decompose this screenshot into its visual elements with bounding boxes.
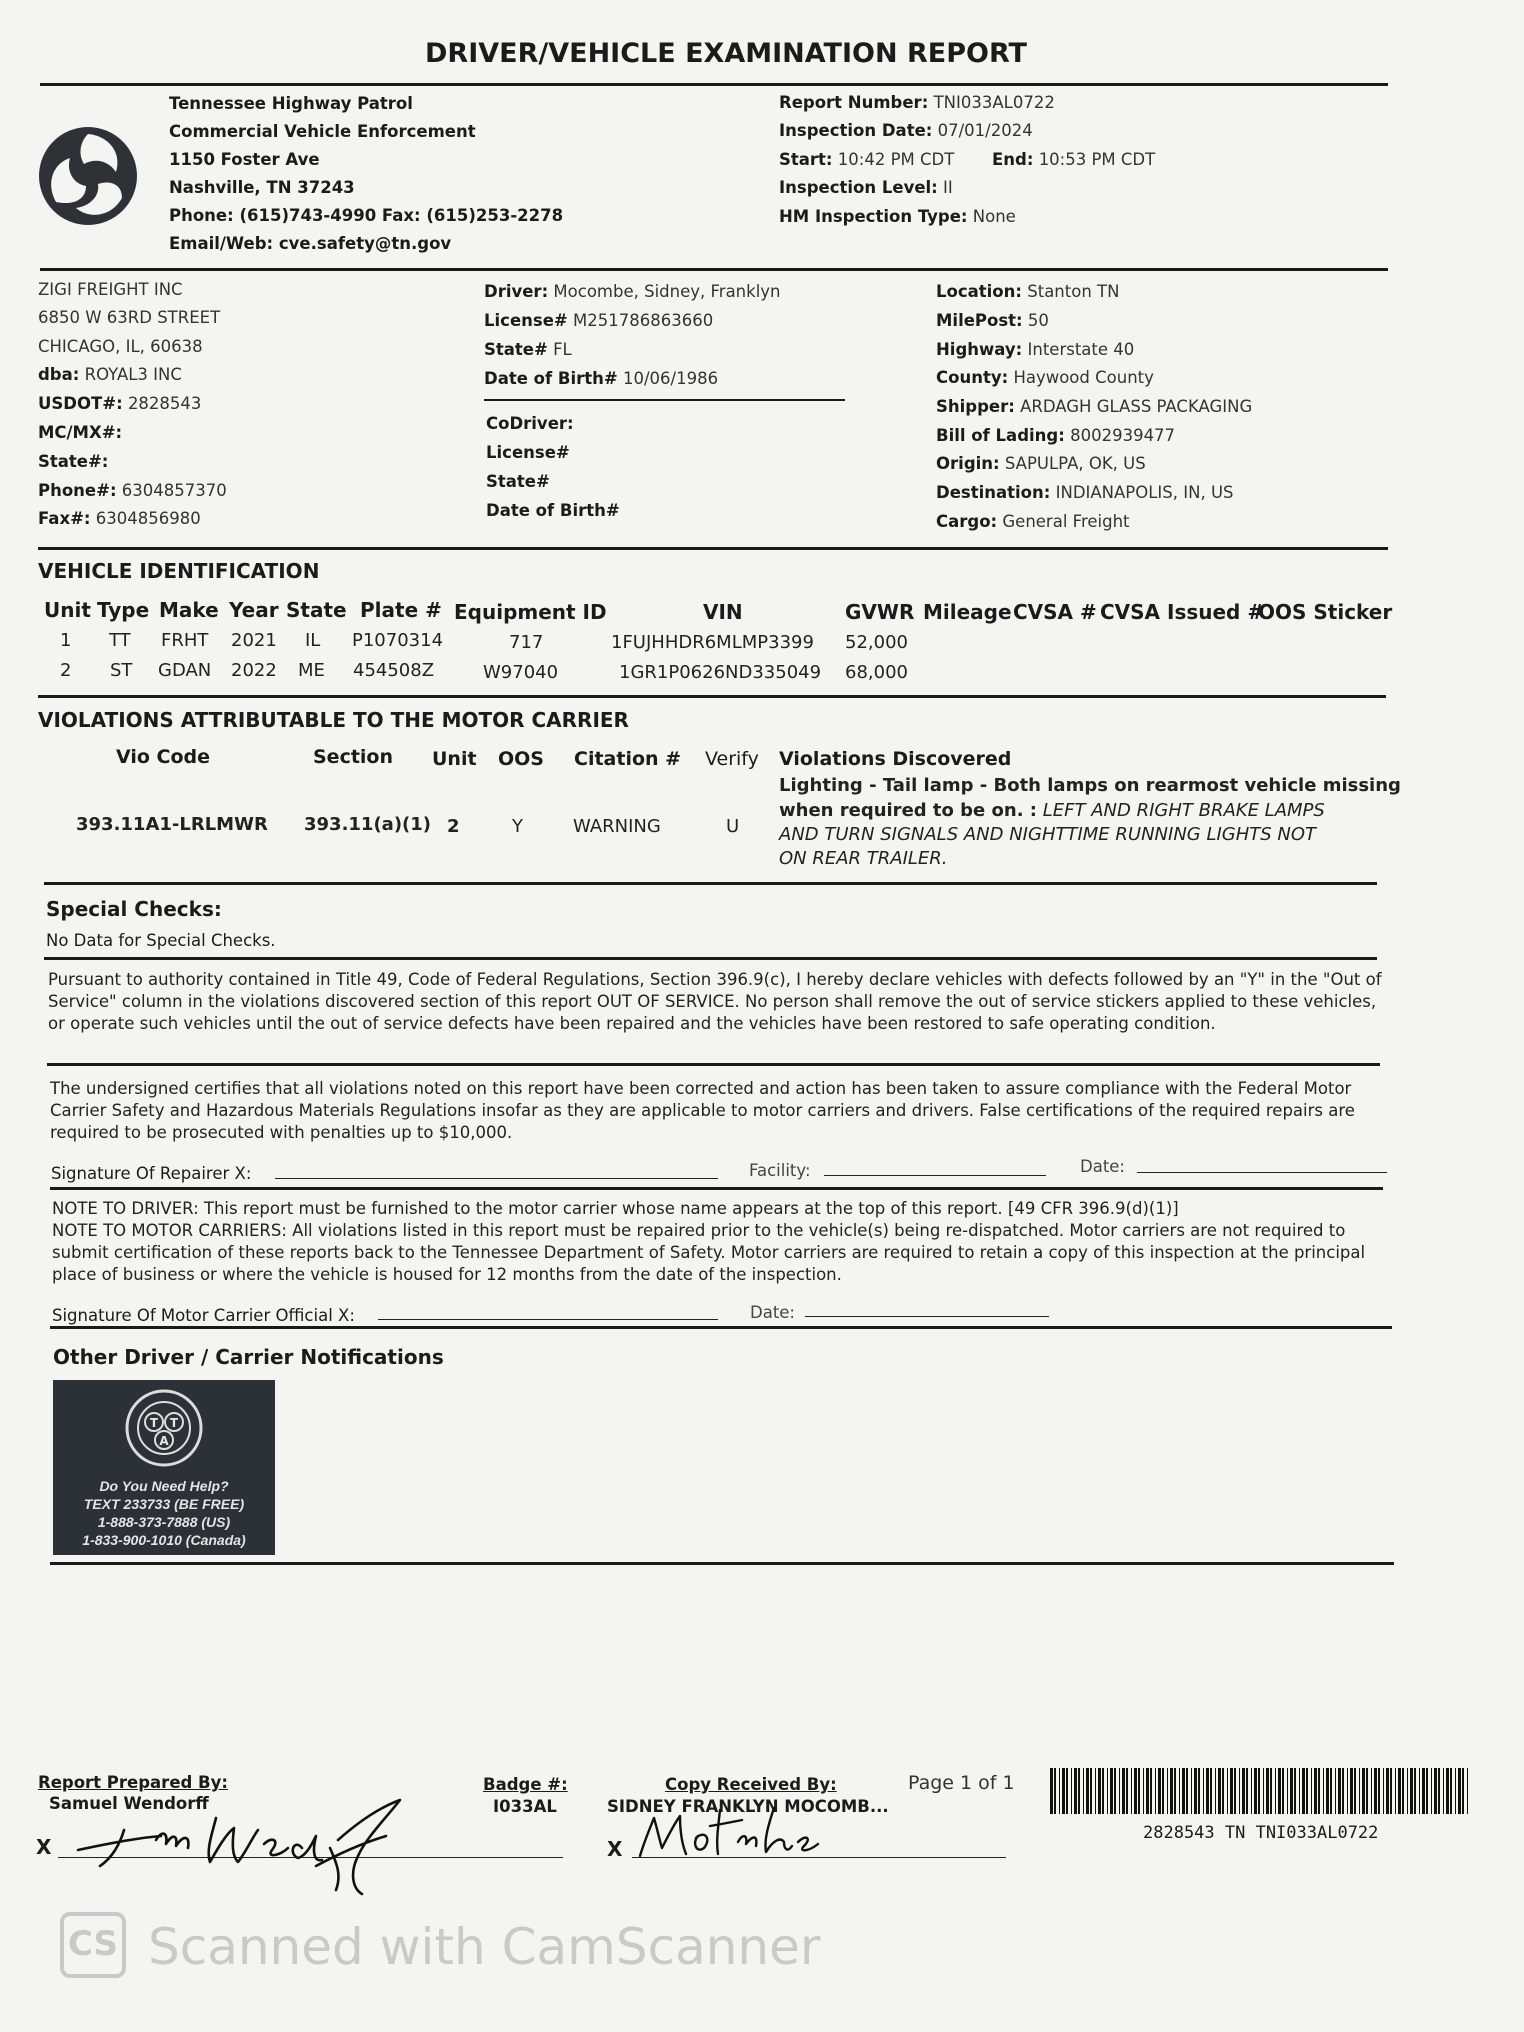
- cargo-label: Cargo:: [936, 512, 998, 531]
- barcode-bar: [1378, 1768, 1380, 1814]
- report-prepared-label: Report Prepared By:: [38, 1773, 228, 1792]
- divider: [50, 1326, 1392, 1329]
- origin-value: SAPULPA, OK, US: [1004, 454, 1146, 473]
- barcode-bar: [1342, 1768, 1344, 1814]
- cell-plate: 454508Z: [353, 660, 435, 681]
- cell-type: ST: [110, 660, 133, 681]
- note-to-carriers: NOTE TO MOTOR CARRIERS: All violations listed in this report must be repaired prior to the vehicle(s) being re-dispatched. Motor carriers are not required to submit certification of these reports back to the Tennessee Department of Safety. Motor carriers are required to retain a copy of this inspection at the principal place of business or where the vehicle is housed for 12 months from the date of the inspection.: [52, 1221, 1366, 1284]
- fax-label: Fax#:: [38, 509, 91, 528]
- barcode-bar: [1074, 1768, 1077, 1814]
- barcode-bar: [1266, 1768, 1269, 1814]
- barcode-bar: [1390, 1768, 1392, 1814]
- repairer-date-line[interactable]: [1137, 1172, 1387, 1173]
- col-vio-code: Vio Code: [116, 746, 211, 768]
- certification-text: The undersigned certifies that all violations noted on this report have been corrected and action has been taken to assure compliance with the Federal Motor Carrier Safety and Hazardous Materials Regulations insofar as they are applicable to motor carriers and drivers. False certifications of the required repairs are required to be prosecuted with penalties up to $10,000.: [50, 1079, 1355, 1142]
- codob-label: Date of Birth#: [486, 501, 620, 520]
- col-vin: VIN: [703, 600, 743, 624]
- special-checks-heading: Special Checks:: [46, 897, 222, 921]
- cell-make: GDAN: [158, 660, 212, 681]
- divider: [40, 83, 1388, 86]
- col-cvsa: CVSA #: [1013, 600, 1097, 624]
- barcode-bar: [1359, 1768, 1360, 1814]
- dba-label: dba:: [38, 365, 80, 384]
- barcode-bar: [1146, 1768, 1149, 1814]
- agency-line: Commercial Vehicle Enforcement: [169, 122, 476, 141]
- barcode: [1050, 1768, 1474, 1814]
- milepost-value: 50: [1027, 311, 1049, 330]
- badge-line: 1-888-373-7888 (US): [97, 1514, 231, 1530]
- shipper-value: ARDAGH GLASS PACKAGING: [1020, 397, 1253, 416]
- barcode-bar: [1386, 1768, 1389, 1814]
- barcode-bar: [1150, 1768, 1152, 1814]
- divider: [50, 1187, 1383, 1190]
- barcode-bar: [1170, 1768, 1173, 1814]
- col-gvwr: GVWR: [845, 600, 915, 624]
- divider: [40, 268, 1388, 271]
- hm-type-label: HM Inspection Type:: [779, 207, 968, 226]
- county-value: Haywood County: [1013, 368, 1154, 387]
- barcode-text: 2828543 TN TNI033AL0722: [1143, 1823, 1379, 1843]
- barcode-bar: [1078, 1768, 1080, 1814]
- barcode-bar: [1338, 1768, 1341, 1814]
- mcmx-label: MC/MX#:: [38, 423, 123, 442]
- barcode-bar: [1458, 1768, 1461, 1814]
- county-label: County:: [936, 368, 1009, 387]
- driver-state: FL: [553, 340, 572, 359]
- truckers-against-trafficking-logo: [124, 1388, 204, 1468]
- cell-state: IL: [305, 630, 321, 651]
- barcode-bar: [1314, 1768, 1317, 1814]
- svg-text:T: T: [169, 1416, 179, 1430]
- cargo-value: General Freight: [1002, 512, 1130, 531]
- fax-value: 6304856980: [95, 509, 201, 528]
- barcode-bar: [1299, 1768, 1300, 1814]
- inspection-level-label: Inspection Level:: [779, 178, 938, 197]
- barcode-bar: [1335, 1768, 1336, 1814]
- oos-declaration: Pursuant to authority contained in Title 49, Code of Federal Regulations, Section 396.9(c), I hereby declare vehicles with defects followed by an "Y" in the "Out of Service" column in the violations discovered section of this report OUT OF SERVICE. No person shall remove the out of service stickers applied to these vehicles, or operate such vehicles until the out of service defects have been repaired and the vehicles have been restored to safe operating condition.: [48, 970, 1382, 1033]
- barcode-bar: [1098, 1768, 1101, 1814]
- vio-desc-italic: AND TURN SIGNALS AND NIGHTTIME RUNNING LIGHTS NOT: [779, 824, 1317, 845]
- vehicle-heading: VEHICLE IDENTIFICATION: [38, 559, 320, 583]
- barcode-bar: [1090, 1768, 1092, 1814]
- inspection-date: 07/01/2024: [937, 121, 1033, 140]
- start-label: Start:: [779, 150, 833, 169]
- dba-value: ROYAL3 INC: [84, 365, 182, 384]
- note-to-driver: NOTE TO DRIVER: This report must be furnished to the motor carrier whose name appears at the top of this report. [49 CFR 396.9(d)(1)]: [52, 1199, 1179, 1218]
- barcode-bar: [1350, 1768, 1353, 1814]
- barcode-bar: [1275, 1768, 1276, 1814]
- divider: [50, 1562, 1394, 1565]
- barcode-bar: [1182, 1768, 1185, 1814]
- barcode-bar: [1155, 1768, 1156, 1814]
- colicense-label: License#: [486, 443, 570, 462]
- svg-text:A: A: [159, 1434, 169, 1448]
- barcode-bar: [1455, 1768, 1456, 1814]
- barcode-bar: [1290, 1768, 1293, 1814]
- official-signature-label: Signature Of Motor Carrier Official X:: [52, 1306, 355, 1325]
- cell-year: 2021: [231, 630, 277, 651]
- usdot-value: 2828543: [127, 394, 202, 413]
- camscanner-watermark: Scanned with CamScanner: [148, 1918, 821, 1976]
- agency-line: Phone: (615)743-4990 Fax: (615)253-2278: [169, 206, 564, 225]
- barcode-bar: [1198, 1768, 1200, 1814]
- barcode-bar: [1251, 1768, 1252, 1814]
- shipper-label: Shipper:: [936, 397, 1015, 416]
- barcode-bar: [1059, 1768, 1060, 1814]
- carrier-street: 6850 W 63RD STREET: [38, 308, 221, 327]
- barcode-bar: [1326, 1768, 1329, 1814]
- carrier-name: ZIGI FREIGHT INC: [38, 280, 183, 299]
- barcode-bar: [1086, 1768, 1089, 1814]
- badge-number: I033AL: [493, 1797, 557, 1816]
- barcode-bar: [1374, 1768, 1377, 1814]
- barcode-bar: [1323, 1768, 1324, 1814]
- vio-desc-italic: LEFT AND RIGHT BRAKE LAMPS: [1042, 800, 1325, 821]
- facility-label: Facility:: [749, 1161, 811, 1180]
- location-value: Stanton TN: [1027, 282, 1120, 301]
- cell-vin: 1GR1P0626ND335049: [619, 662, 822, 683]
- barcode-bar: [1347, 1768, 1348, 1814]
- barcode-bar: [1239, 1768, 1240, 1814]
- barcode-bar: [1306, 1768, 1308, 1814]
- cell-year: 2022: [231, 660, 277, 681]
- page-number: Page 1 of 1: [908, 1772, 1015, 1794]
- barcode-bar: [1206, 1768, 1209, 1814]
- barcode-bar: [1186, 1768, 1188, 1814]
- cell-make: FRHT: [161, 630, 209, 651]
- vio-desc-bold: when required to be on. :: [779, 800, 1038, 821]
- repairer-signature-line[interactable]: [275, 1178, 718, 1179]
- driver-name: Mocombe, Sidney, Franklyn: [553, 282, 781, 301]
- bol-label: Bill of Lading:: [936, 426, 1065, 445]
- col-unit: Unit: [44, 598, 91, 622]
- barcode-bar: [1282, 1768, 1284, 1814]
- badge-label: Badge #:: [483, 1775, 568, 1794]
- barcode-bar: [1215, 1768, 1216, 1814]
- divider: [44, 957, 1377, 960]
- barcode-bar: [1431, 1768, 1432, 1814]
- barcode-bar: [1419, 1768, 1420, 1814]
- license-label: License#: [484, 311, 568, 330]
- barcode-bar: [1462, 1768, 1464, 1814]
- location-label: Location:: [936, 282, 1022, 301]
- barcode-bar: [1366, 1768, 1368, 1814]
- destination-value: INDIANAPOLIS, IN, US: [1055, 483, 1234, 502]
- cell-gvwr: 52,000: [845, 632, 908, 653]
- facility-line[interactable]: [824, 1175, 1046, 1176]
- highway-value: Interstate 40: [1027, 340, 1135, 359]
- copy-received-label: Copy Received By:: [665, 1775, 837, 1794]
- col-verify: Verify: [705, 748, 759, 770]
- barcode-bar: [1410, 1768, 1413, 1814]
- barcode-bar: [1191, 1768, 1192, 1814]
- dob-label: Date of Birth#: [484, 369, 618, 388]
- barcode-bar: [1354, 1768, 1356, 1814]
- barcode-bar: [1263, 1768, 1264, 1814]
- barcode-bar: [1414, 1768, 1416, 1814]
- barcode-bar: [1066, 1768, 1068, 1814]
- barcode-bar: [1122, 1768, 1125, 1814]
- vio-desc-italic: ON REAR TRAILER.: [779, 848, 948, 869]
- badge-line: 1-833-900-1010 (Canada): [82, 1532, 246, 1548]
- barcode-bar: [1371, 1768, 1372, 1814]
- special-checks-text: No Data for Special Checks.: [46, 931, 276, 950]
- license-value: M251786863660: [572, 311, 714, 330]
- col-equipment: Equipment ID: [454, 600, 607, 624]
- dot-triskelion-logo: [38, 124, 138, 228]
- col-mileage: Mileage: [923, 600, 1012, 624]
- cell-state: ME: [298, 660, 325, 681]
- camscanner-logo-icon: CS: [60, 1912, 126, 1978]
- barcode-bar: [1450, 1768, 1452, 1814]
- vio-section: 393.11(a)(1): [304, 814, 432, 835]
- violations-heading: VIOLATIONS ATTRIBUTABLE TO THE MOTOR CARRIER: [38, 708, 629, 732]
- barcode-bar: [1227, 1768, 1228, 1814]
- cell-equipment: 717: [509, 632, 544, 653]
- barcode-bar: [1071, 1768, 1072, 1814]
- barcode-bar: [1398, 1768, 1401, 1814]
- signature-x-mark: X: [36, 1835, 52, 1859]
- dob-value: 10/06/1986: [623, 369, 719, 388]
- badge-line: Do You Need Help?: [99, 1478, 229, 1494]
- cell-unit: 1: [60, 630, 72, 651]
- other-notifications-heading: Other Driver / Carrier Notifications: [53, 1345, 444, 1369]
- copy-received-name: SIDNEY FRANKLYN MOCOMB...: [607, 1797, 889, 1816]
- barcode-bar: [1131, 1768, 1132, 1814]
- report-number: TNI033AL0722: [933, 93, 1055, 112]
- barcode-bar: [1330, 1768, 1332, 1814]
- driver-state-label: State#: [484, 340, 548, 359]
- vio-unit: 2: [447, 816, 460, 837]
- agency-line: Email/Web: cve.safety@tn.gov: [169, 234, 452, 253]
- vio-citation: WARNING: [573, 816, 661, 837]
- barcode-bar: [1158, 1768, 1161, 1814]
- barcode-bar: [1294, 1768, 1296, 1814]
- destination-label: Destination:: [936, 483, 1051, 502]
- end-label: End:: [992, 150, 1034, 169]
- barcode-bar: [1270, 1768, 1272, 1814]
- driver-label: Driver:: [484, 282, 549, 301]
- col-citation: Citation #: [574, 748, 682, 770]
- barcode-bar: [1258, 1768, 1260, 1814]
- col-plate: Plate #: [360, 598, 442, 622]
- col-oos-sticker: OOS Sticker: [1258, 600, 1393, 624]
- svg-text:T: T: [149, 1416, 159, 1430]
- cell-plate: P1070314: [352, 630, 444, 651]
- barcode-bar: [1311, 1768, 1312, 1814]
- badge-line: TEXT 233733 (BE FREE): [83, 1496, 245, 1512]
- barcode-bar: [1134, 1768, 1137, 1814]
- repairer-date-label: Date:: [1080, 1157, 1125, 1176]
- divider: [44, 882, 1377, 885]
- barcode-bar: [1138, 1768, 1140, 1814]
- hm-type: None: [972, 207, 1016, 226]
- col-section: Section: [313, 746, 394, 768]
- barcode-bar: [1318, 1768, 1320, 1814]
- barcode-bar: [1230, 1768, 1233, 1814]
- barcode-bar: [1107, 1768, 1108, 1814]
- cell-vin: 1FUJHHDR6MLMP3399: [611, 632, 814, 653]
- col-type: Type: [97, 598, 150, 622]
- barcode-bar: [1218, 1768, 1221, 1814]
- phone-value: 6304857370: [121, 481, 227, 500]
- cell-unit: 2: [60, 660, 72, 681]
- barcode-bar: [1287, 1768, 1288, 1814]
- inspection-date-label: Inspection Date:: [779, 121, 933, 140]
- vio-desc-line: Lighting - Tail lamp - Both lamps on rearmost vehicle missing: [779, 775, 1401, 796]
- barcode-bar: [1126, 1768, 1128, 1814]
- origin-label: Origin:: [936, 454, 1000, 473]
- col-make: Make: [159, 598, 219, 622]
- highway-label: Highway:: [936, 340, 1023, 359]
- barcode-bar: [1254, 1768, 1257, 1814]
- carrier-state-label: State#:: [38, 452, 109, 471]
- col-cvsa-issued: CVSA Issued #: [1100, 600, 1265, 624]
- prepared-by-name: Samuel Wendorff: [49, 1794, 209, 1813]
- barcode-bar: [1402, 1768, 1404, 1814]
- col-year: Year: [229, 598, 279, 622]
- barcode-bar: [1443, 1768, 1444, 1814]
- barcode-bar: [1422, 1768, 1425, 1814]
- page-title: DRIVER/VEHICLE EXAMINATION REPORT: [425, 38, 1027, 69]
- col-vio-oos: OOS: [498, 748, 544, 770]
- agency-line: Nashville, TN 37243: [169, 178, 355, 197]
- barcode-bar: [1167, 1768, 1168, 1814]
- barcode-bar: [1083, 1768, 1084, 1814]
- driver-divider: [484, 399, 845, 401]
- report-number-label: Report Number:: [779, 93, 929, 112]
- codriver-label: CoDriver:: [486, 414, 574, 433]
- official-date-line[interactable]: [805, 1316, 1049, 1317]
- barcode-bar: [1114, 1768, 1116, 1814]
- barcode-bar: [1110, 1768, 1113, 1814]
- inspector-signature: [66, 1778, 466, 1908]
- barcode-bar: [1395, 1768, 1396, 1814]
- usdot-label: USDOT#:: [38, 394, 123, 413]
- vio-verify: U: [726, 816, 740, 837]
- barcode-bar: [1095, 1768, 1096, 1814]
- barcode-bar: [1242, 1768, 1245, 1814]
- vio-oos: Y: [512, 816, 523, 837]
- barcode-bar: [1302, 1768, 1305, 1814]
- barcode-bar: [1143, 1768, 1144, 1814]
- start-time: 10:42 PM CDT: [837, 150, 955, 169]
- driver-signature: [634, 1798, 834, 1862]
- barcode-bar: [1119, 1768, 1120, 1814]
- barcode-bar: [1362, 1768, 1365, 1814]
- barcode-bar: [1434, 1768, 1437, 1814]
- barcode-bar: [1446, 1768, 1449, 1814]
- signature-x-mark: X: [607, 1837, 623, 1861]
- col-violations-discovered: Violations Discovered: [779, 748, 1012, 770]
- col-state: State: [286, 598, 347, 622]
- trafficking-help-badge: [53, 1380, 275, 1555]
- agency-line: Tennessee Highway Patrol: [169, 94, 413, 113]
- divider: [47, 1063, 1380, 1066]
- divider: [38, 547, 1388, 550]
- barcode-bar: [1179, 1768, 1180, 1814]
- barcode-bar: [1246, 1768, 1248, 1814]
- barcode-bar: [1054, 1768, 1056, 1814]
- divider: [38, 695, 1386, 698]
- vio-code: 393.11A1-LRLMWR: [76, 814, 268, 835]
- barcode-bar: [1407, 1768, 1408, 1814]
- barcode-bar: [1210, 1768, 1212, 1814]
- bol-value: 8002939477: [1070, 426, 1176, 445]
- carrier-city: CHICAGO, IL, 60638: [38, 337, 203, 356]
- official-signature-line[interactable]: [378, 1319, 718, 1320]
- barcode-bar: [1203, 1768, 1204, 1814]
- inspection-level: II: [943, 178, 953, 197]
- barcode-bar: [1102, 1768, 1104, 1814]
- barcode-bar: [1194, 1768, 1197, 1814]
- col-vio-unit: Unit: [432, 748, 477, 770]
- cell-gvwr: 68,000: [845, 662, 908, 683]
- barcode-bar: [1383, 1768, 1384, 1814]
- barcode-bar: [1438, 1768, 1440, 1814]
- barcode-bar: [1050, 1768, 1053, 1814]
- agency-line: 1150 Foster Ave: [169, 150, 320, 169]
- official-date-label: Date:: [750, 1303, 795, 1322]
- repairer-signature-label: Signature Of Repairer X:: [51, 1164, 252, 1183]
- costate-label: State#: [486, 472, 550, 491]
- barcode-bar: [1234, 1768, 1236, 1814]
- barcode-bar: [1426, 1768, 1428, 1814]
- milepost-label: MilePost:: [936, 311, 1023, 330]
- end-time: 10:53 PM CDT: [1038, 150, 1156, 169]
- cell-equipment: W97040: [483, 662, 559, 683]
- barcode-bar: [1062, 1768, 1065, 1814]
- barcode-bar: [1174, 1768, 1176, 1814]
- barcode-bar: [1222, 1768, 1224, 1814]
- barcode-bar: [1467, 1768, 1468, 1814]
- barcode-bar: [1162, 1768, 1164, 1814]
- phone-label: Phone#:: [38, 481, 117, 500]
- cell-type: TT: [109, 630, 131, 651]
- barcode-bar: [1278, 1768, 1281, 1814]
